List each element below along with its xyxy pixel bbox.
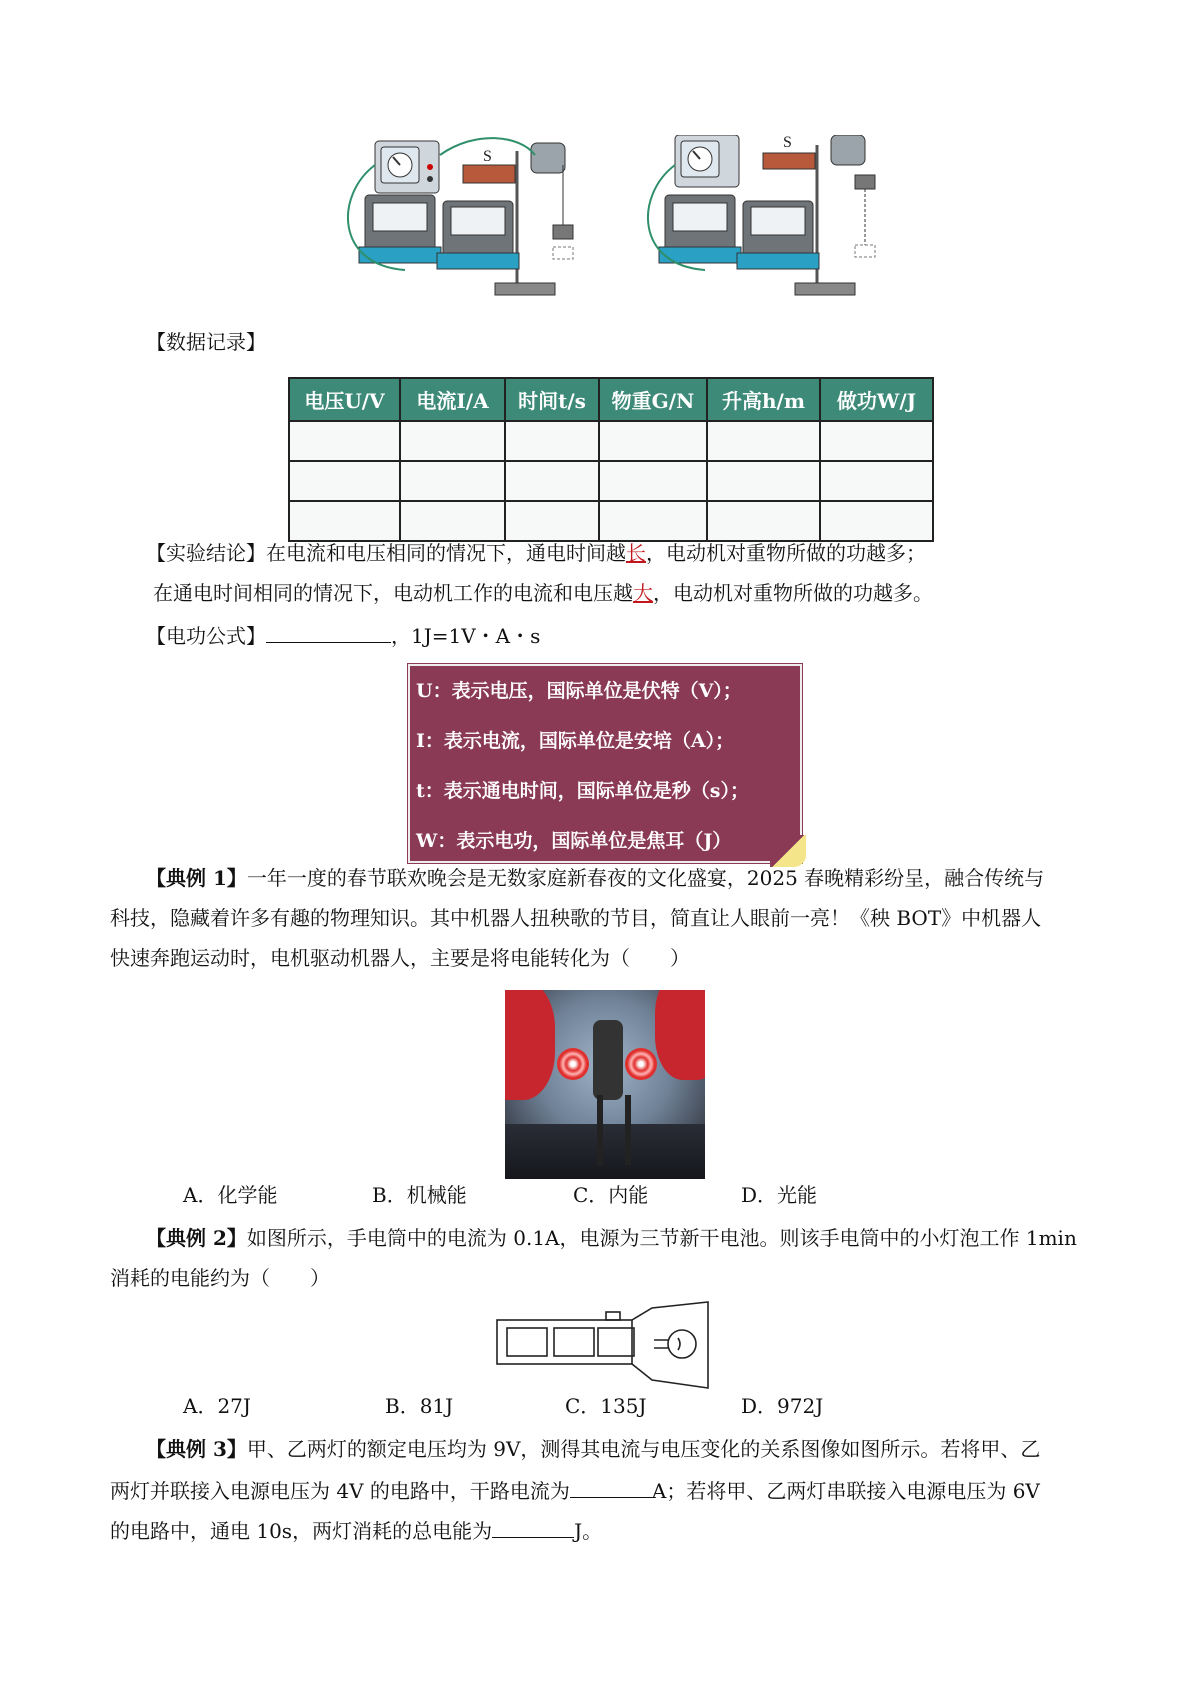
example-text: J。 <box>574 1519 603 1543</box>
red-backdrop <box>505 990 555 1100</box>
formula-item: t：表示通电时间，国际单位是秒（s）； <box>416 780 749 802</box>
apparatus-left <box>348 138 573 295</box>
table-cell <box>599 421 707 461</box>
conclusion-text: ，电动机对重物所做的功越多。 <box>653 581 933 605</box>
answer-blank[interactable] <box>570 1477 652 1498</box>
table-cell <box>599 461 707 501</box>
formula-line <box>146 622 540 648</box>
table-cell <box>400 501 505 541</box>
conclusion-answer: 长 <box>626 541 646 565</box>
apparatus-right <box>648 135 875 295</box>
example-text: A；若将甲、乙两灯串联接入电源电压为 6V <box>651 1479 1040 1503</box>
page-curl-decoration <box>770 835 806 867</box>
option-b[interactable]: B．81J <box>385 1394 454 1418</box>
example-label: 【典例 3】 <box>146 1437 247 1461</box>
experiment-apparatus-figure <box>345 135 905 310</box>
table-cell <box>289 461 400 501</box>
table-header: 时间t/s <box>505 378 599 421</box>
data-record-heading: 【数据记录】 <box>146 330 266 354</box>
option-d[interactable]: D．光能 <box>741 1183 818 1207</box>
conclusion-heading: 【实验结论】 <box>146 541 266 565</box>
red-backdrop <box>655 990 705 1080</box>
table-row <box>289 501 933 541</box>
formula-item: W：表示电功，国际单位是焦耳（J） <box>416 830 732 852</box>
table-cell <box>707 501 820 541</box>
example-text: 如图所示，手电筒中的电流为 0.1A，电源为三节新干电池。则该手电筒中的小灯泡工作 1min <box>246 1226 1077 1250</box>
option-a[interactable]: A．化学能 <box>183 1183 278 1207</box>
formula-unit: ，1J=1V・A・s <box>391 624 541 648</box>
option-c[interactable]: C．135J <box>565 1394 647 1418</box>
table-cell <box>820 421 933 461</box>
example3-line-1 <box>146 1437 1040 1461</box>
table-cell <box>707 421 820 461</box>
example1-line-2: 科技，隐藏着许多有趣的物理知识。其中机器人扭秧歌的节目，简直让人眼前一亮！《秧 BOT》中机器人 <box>110 906 1042 930</box>
conclusion-text: 在电流和电压相同的情况下，通电时间越 <box>266 541 626 565</box>
table-cell <box>505 421 599 461</box>
table-header: 升高h/m <box>707 378 820 421</box>
table-header: 电流I/A <box>400 378 505 421</box>
formula-explanation-box <box>408 664 802 863</box>
table-cell <box>820 461 933 501</box>
table-cell <box>599 501 707 541</box>
svg-text:S: S <box>783 135 792 151</box>
answer-blank[interactable] <box>266 622 391 643</box>
option-c[interactable]: C．内能 <box>573 1183 649 1207</box>
table-cell <box>289 421 400 461</box>
table-row <box>289 421 933 461</box>
table-cell <box>289 501 400 541</box>
example1-line-1 <box>146 866 1044 890</box>
option-a[interactable]: A．27J <box>183 1394 251 1418</box>
table-cell <box>400 421 505 461</box>
table-cell <box>820 501 933 541</box>
example2-line-1 <box>146 1226 1077 1250</box>
example1-line-3: 快速奔跑运动时，电机驱动机器人，主要是将电能转化为（ ） <box>110 946 690 970</box>
handkerchief-disc <box>625 1048 657 1080</box>
example3-line-3 <box>110 1517 602 1543</box>
formula-heading: 【电功公式】 <box>146 624 266 648</box>
example-text: 的电路中，通电 10s，两灯消耗的总电能为 <box>110 1519 493 1543</box>
conclusion-text: 在通电时间相同的情况下，电动机工作的电流和电压越 <box>153 581 633 605</box>
table-row <box>289 461 933 501</box>
option-b[interactable]: B．机械能 <box>372 1183 467 1207</box>
robot-performance-photo <box>505 990 705 1179</box>
conclusion-text: ，电动机对重物所做的功越多； <box>646 541 926 565</box>
conclusion-answer: 大 <box>633 581 653 605</box>
conclusion-line-1 <box>146 541 926 565</box>
table-cell <box>505 461 599 501</box>
table-cell <box>505 501 599 541</box>
example-text: 两灯并联接入电源电压为 4V 的电路中，干路电流为 <box>110 1479 570 1503</box>
svg-text:S: S <box>483 148 492 165</box>
table-cell <box>707 461 820 501</box>
conclusion-line-2 <box>153 581 933 605</box>
example2-line-2: 消耗的电能约为（ ） <box>110 1266 330 1290</box>
example-text: 一年一度的春节联欢晚会是无数家庭新春夜的文化盛宴，2025 春晚精彩纷呈，融合传统与 <box>246 866 1045 890</box>
option-d[interactable]: D．972J <box>741 1394 824 1418</box>
robot-legs <box>597 1095 631 1165</box>
data-table <box>288 377 934 542</box>
table-header: 物重G/N <box>599 378 707 421</box>
table-header: 电压U/V <box>289 378 400 421</box>
table-header: 做功W/J <box>820 378 933 421</box>
table-header-row <box>289 378 933 421</box>
example-text: 甲、乙两灯的额定电压均为 9V，测得其电流与电压变化的关系图像如图所示。若将甲、乙 <box>246 1437 1041 1461</box>
formula-item: I：表示电流，国际单位是安培（A）； <box>416 730 735 752</box>
example-label: 【典例 1】 <box>146 866 247 890</box>
example3-line-2 <box>110 1477 1040 1503</box>
robot-figure <box>593 1020 623 1100</box>
formula-item: U：表示电压，国际单位是伏特（V）； <box>416 680 742 702</box>
table-cell <box>400 461 505 501</box>
flashlight-diagram <box>494 1300 716 1390</box>
answer-blank[interactable] <box>492 1517 574 1538</box>
handkerchief-disc <box>557 1048 589 1080</box>
example-label: 【典例 2】 <box>146 1226 247 1250</box>
